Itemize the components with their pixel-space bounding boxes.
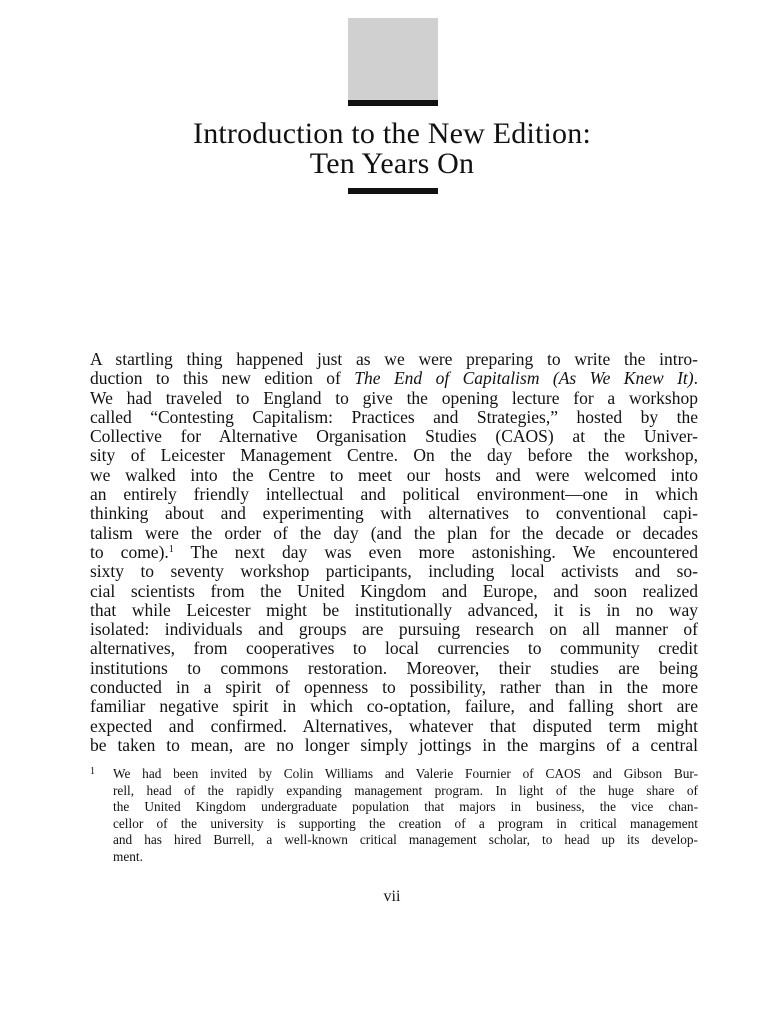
title-rule-bottom: [348, 188, 438, 194]
body-text-run: .: [693, 369, 698, 389]
body-line: called “Contesting Capitalism: Practices and Strategies,” hosted by the: [90, 407, 698, 427]
body-paragraph: [90, 350, 698, 755]
body-line: cial scientists from the United Kingdom and Europe, and soon realized: [90, 581, 698, 601]
body-line: that while Leicester might be institutionally advanced, it is in no way: [90, 600, 698, 620]
body-line: sixty to seventy workshop participants, including local activists and so-: [90, 562, 698, 582]
body-line: thinking about and experimenting with alternatives to conventional capi-: [90, 504, 698, 524]
body-line: isolated: individuals and groups are pursuing research on all manner of: [90, 620, 698, 640]
chapter-title-line-2: Ten Years On: [309, 147, 475, 180]
body-line: [90, 369, 698, 388]
footnote-line: We had been invited by Colin Williams and Valerie Fournier of CAOS and Gibson Bur-: [113, 766, 698, 781]
book-title-italic: The End of Capitalism (As We Knew It): [354, 369, 694, 389]
footnote-line: and has hired Burrell, a well-known critical management scholar, to head up its develop-: [113, 832, 698, 847]
body-line: talism were the order of the day (and the plan for the decade or decades: [90, 523, 698, 543]
body-text-run: duction to this new edition of: [90, 369, 355, 389]
body-line: be taken to mean, are no longer simply jottings in the margins of a central: [90, 735, 698, 755]
body-line: [90, 543, 698, 562]
chapter-title: [84, 119, 700, 179]
body-line: expected and confirmed. Alternatives, whatever that disputed term might: [90, 716, 698, 736]
body-line: sity of Leicester Management Centre. On the day before the workshop,: [90, 446, 698, 466]
page-number: vii: [383, 888, 401, 905]
body-line: institutions to commons restoration. Moreover, their studies are being: [90, 658, 698, 678]
body-line: We had traveled to England to give the opening lecture for a workshop: [90, 388, 698, 408]
body-text-run: to come).: [90, 542, 169, 562]
footnote-line: rell, head of the rapidly expanding management program. In light of the huge share of: [113, 782, 698, 798]
body-text-run: The next day was even more astonishing. We encountered: [173, 542, 698, 562]
chapter-header-block: [348, 18, 438, 100]
footnote-line: ment.: [113, 848, 143, 864]
footnote-text: [113, 766, 698, 865]
body-line: familiar negative spirit in which co-optation, failure, and falling short are: [90, 697, 698, 717]
footnote-line: cellor of the university is supporting the creation of a program in critical management: [113, 815, 698, 831]
body-line: Collective for Alternative Organisation Studies (CAOS) at the Univer-: [90, 427, 698, 447]
body-line: alternatives, from cooperatives to local currencies to community credit: [90, 639, 698, 659]
footnote-marker: 1: [90, 766, 95, 777]
footnote-line: the United Kingdom undergraduate population that majors in business, the vice chan-: [113, 799, 698, 814]
body-line: we walked into the Centre to meet our hosts and were welcomed into: [90, 465, 698, 485]
body-line: A startling thing happened just as we were preparing to write the intro-: [90, 350, 698, 369]
chapter-title-line-1: Introduction to the New Edition:: [193, 117, 591, 150]
body-line: an entirely friendly intellectual and political environment—one in which: [90, 485, 698, 505]
title-rule-top: [348, 100, 438, 106]
footnote-reference[interactable]: 1: [168, 543, 174, 555]
body-line: conducted in a spirit of openness to possibility, rather than in the more: [90, 678, 698, 698]
